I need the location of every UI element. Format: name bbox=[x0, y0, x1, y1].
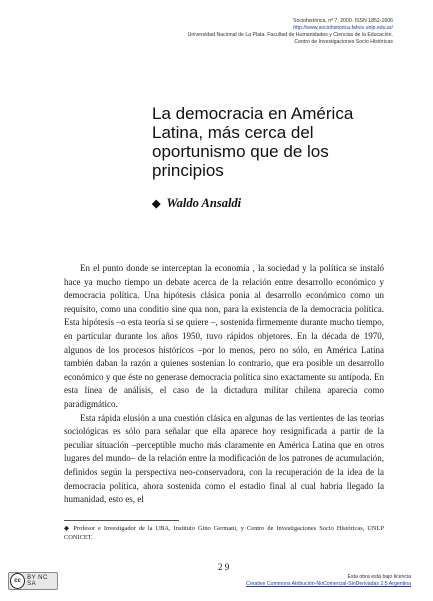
journal-citation: Sociohistórica, nº 7, 2000. ISSN 1852-1606 bbox=[293, 18, 393, 24]
author-name: Waldo Ansaldi bbox=[166, 196, 242, 210]
license-icons: BY NC SA bbox=[27, 575, 48, 587]
paragraph-2: Esta rápida elusión a una cuestión clásica en algunas de las vertientes de las teorías sociológicas es sólo para señalar que ella aparece hoy resignificada a partir de la peculiar situación –perceptible mucho más claramente en América Latina que en otros lugares del mundo– de la relación entre la modificación de los patrones de acumulación, definidos según la perspectiva neo-conservadora, con la recuperación de la idea de la democracia política, ahora sostenida como el estadio final al cual habría llegado la humanidad, esto es, el bbox=[64, 412, 384, 505]
license-link[interactable]: Creative Commons Atribución-NoComercial-SinDerivadas 2.5 Argentina bbox=[246, 581, 411, 587]
footnote: ◆ Profesor e Investigador de la UBA, Instituto Gino Germani, y Centro de Investigaciones Socio Históricas, UNLP CONICET. bbox=[64, 525, 384, 541]
research-center-line: Centro de Investigaciones Socio Históricas bbox=[294, 39, 393, 45]
author-line bbox=[152, 196, 241, 211]
creative-commons-badge[interactable] bbox=[8, 572, 58, 590]
journal-url-link[interactable]: http://www.sociohistorica.fahce.unlp.edu.ar/ bbox=[293, 25, 393, 31]
license-intro: Esta obra está bajo licencia bbox=[347, 574, 411, 580]
diamond-icon: ◆ bbox=[152, 198, 161, 210]
institution-line: Universidad Nacional de La Plata. Facultad de Humanidades y Ciencias de la Educación. bbox=[187, 32, 393, 38]
article-body bbox=[64, 262, 384, 507]
footnote-divider bbox=[64, 520, 179, 521]
paragraph-1: En el punto donde se interceptan la economía , la sociedad y la política se instaló hace ya mucho tiempo un debate acerca de la relación entre desarrollo económico y democracia política. Una hipótesis clásica ponía al desarrollo económico como un requisito, como una conditio sine qua non, para la existencia de la democracia política. Esta hipótesis –o esta teoría si se quiere –, sostenida firmemente durante mucho tiempo, en particular durante los años 1950, tuvo rápidos objetores. En la década de 1970, algunos de los procesos históricos –por lo menos, pero no sólo, en América Latina también daban la razón a quienes sostenían lo contrario, que era posible un desarrollo económico y que éste no generase democracia política sino exactamente su antípoda. En esta línea de análisis, el caso de la dictadura militar chilena aparecía como paradigmático. bbox=[64, 263, 384, 409]
page-number: 2 9 bbox=[218, 562, 230, 572]
cc-logo-icon: cc bbox=[10, 573, 25, 589]
license-notice bbox=[171, 574, 411, 588]
article-title: La democracia en América Latina, más cerca del oportunismo que de los principios bbox=[152, 104, 354, 180]
journal-header bbox=[93, 18, 393, 46]
